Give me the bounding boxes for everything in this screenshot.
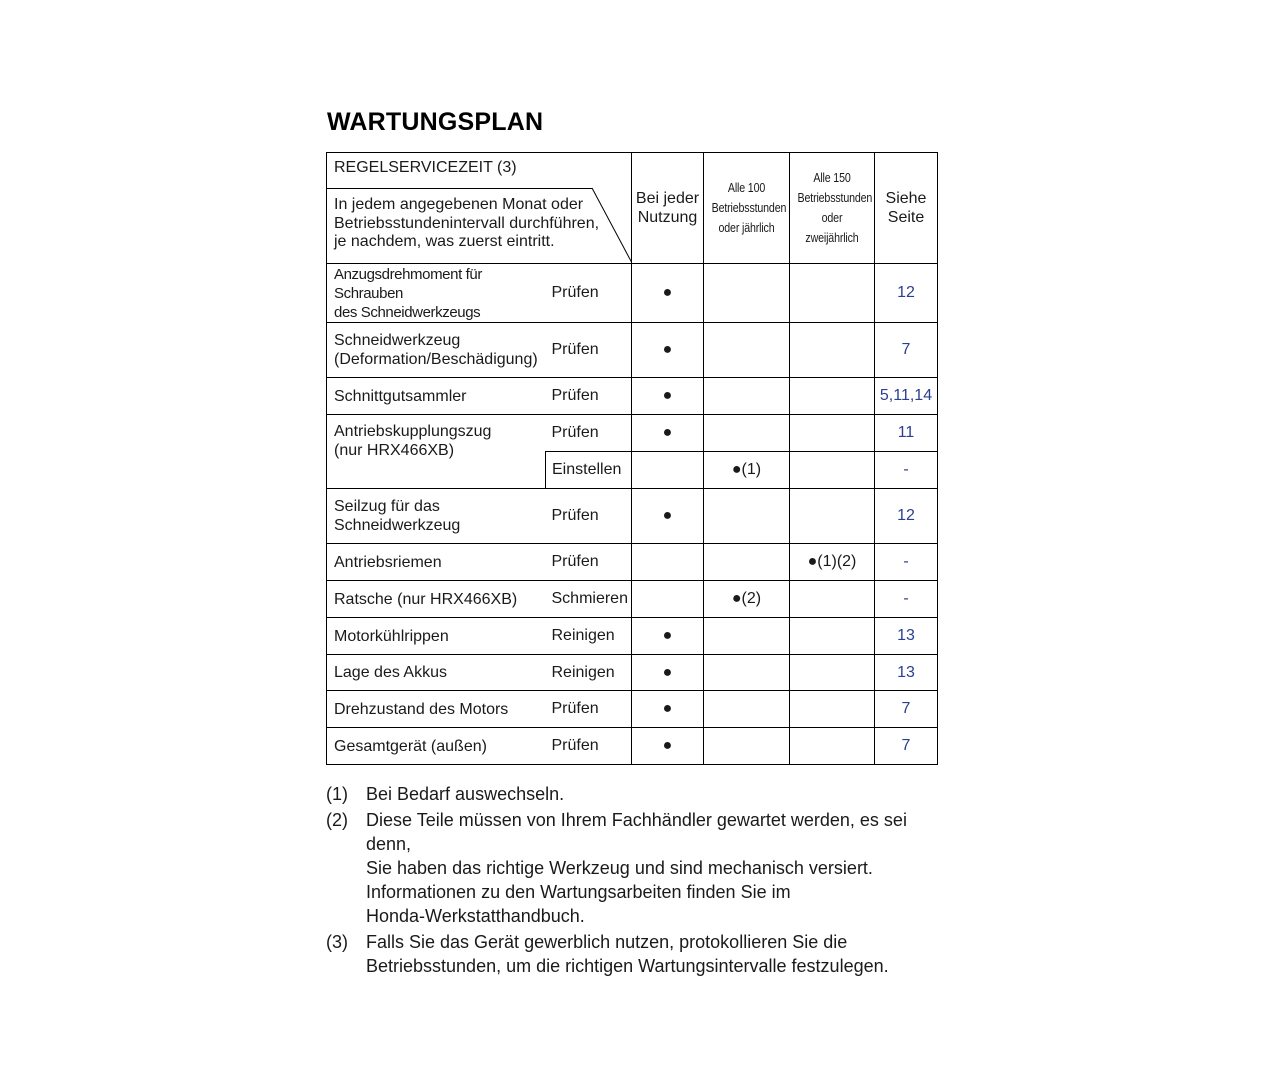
page-ref: -	[875, 544, 938, 581]
item-action: Prüfen	[546, 323, 632, 378]
footnote-number: (2)	[326, 810, 348, 830]
item-action: Reinigen	[546, 655, 632, 691]
item-name: Schneidwerkzeug (Deformation/Beschädigung)	[327, 323, 546, 378]
page-title: WARTUNGSPLAN	[327, 108, 544, 136]
item-name: Gesamtgerät (außen)	[327, 728, 546, 765]
header-corner-cell	[327, 153, 632, 264]
mark-150-hours	[790, 415, 875, 452]
page-ref: 12	[875, 264, 938, 323]
page-ref: 7	[875, 728, 938, 765]
table-row	[327, 323, 938, 378]
page-ref: 13	[875, 618, 938, 655]
header-150-hours: Alle 150 Betriebsstunden oder zweijährlich	[790, 153, 875, 264]
table-row	[327, 378, 938, 415]
item-action: Schmieren	[546, 581, 632, 618]
mark-100-hours: ●(2)	[704, 581, 790, 618]
mark-each-use: ●	[632, 728, 704, 765]
maintenance-table	[326, 152, 938, 765]
footnote-text: Diese Teile müssen von Ihrem Fachhändler gewartet werden, es sei denn, Sie haben das richtige Werkzeug und sind mechanisch versiert. Informationen zu den Wartungsarbeiten finden Sie im Honda-Werkstatthandbuch.	[366, 810, 907, 926]
table-row	[327, 544, 938, 581]
item-action: Prüfen	[546, 489, 632, 544]
table-header-row	[327, 153, 938, 264]
instruction-text: In jedem angegebenen Monat oder Betriebsstundenintervall durchführen, je nachdem, was zuerst eintritt.	[334, 196, 600, 250]
mark-100-hours: ●(1)	[704, 452, 790, 489]
mark-each-use: ●	[632, 618, 704, 655]
footnotes	[326, 782, 946, 980]
header-each-use: Bei jeder Nutzung	[632, 153, 704, 264]
mark-150-hours	[790, 323, 875, 378]
item-name: Drehzustand des Motors	[327, 691, 546, 728]
mark-150-hours	[790, 489, 875, 544]
page-ref: 7	[875, 691, 938, 728]
page-ref: 11	[875, 415, 938, 452]
page-ref: 5,11,14	[875, 378, 938, 415]
item-name: Ratsche (nur HRX466XB)	[327, 581, 546, 618]
mark-150-hours	[790, 728, 875, 765]
header-see-page: Siehe Seite	[875, 153, 938, 264]
mark-each-use	[632, 581, 704, 618]
mark-100-hours	[704, 691, 790, 728]
table-row	[327, 415, 938, 452]
page-ref: -	[875, 581, 938, 618]
table-row	[327, 655, 938, 691]
table-row	[327, 618, 938, 655]
mark-each-use: ●	[632, 691, 704, 728]
mark-150-hours	[790, 581, 875, 618]
mark-150-hours: ●(1)(2)	[790, 544, 875, 581]
header-100-hours: Alle 100 Betriebsstunden oder jährlich	[704, 153, 790, 264]
footnote	[326, 782, 946, 806]
mark-100-hours	[704, 728, 790, 765]
item-action: Prüfen	[546, 691, 632, 728]
item-name: Schnittgutsammler	[327, 378, 546, 415]
mark-100-hours	[704, 264, 790, 323]
page-ref: -	[875, 452, 938, 489]
mark-each-use	[632, 452, 704, 489]
mark-150-hours	[790, 691, 875, 728]
mark-100-hours	[704, 378, 790, 415]
item-name: Anzugsdrehmoment für Schrauben des Schneidwerkzeugs	[327, 264, 546, 323]
mark-100-hours	[704, 618, 790, 655]
footnote	[326, 930, 946, 978]
footnote-text: Bei Bedarf auswechseln.	[366, 784, 565, 804]
item-action: Reinigen	[546, 618, 632, 655]
item-action: Prüfen	[546, 415, 632, 452]
mark-each-use	[632, 544, 704, 581]
mark-150-hours	[790, 618, 875, 655]
mark-each-use: ●	[632, 489, 704, 544]
page-ref: 7	[875, 323, 938, 378]
item-name: Lage des Akkus	[327, 655, 546, 691]
mark-each-use: ●	[632, 323, 704, 378]
footnote-number: (1)	[326, 784, 348, 804]
mark-100-hours	[704, 323, 790, 378]
mark-150-hours	[790, 264, 875, 323]
item-action: Prüfen	[546, 378, 632, 415]
item-name: Seilzug für das Schneidwerkzeug	[327, 489, 546, 544]
mark-100-hours	[704, 489, 790, 544]
mark-each-use: ●	[632, 415, 704, 452]
mark-100-hours	[704, 655, 790, 691]
page-ref: 13	[875, 655, 938, 691]
item-name: Motorkühlrippen	[327, 618, 546, 655]
mark-150-hours	[790, 655, 875, 691]
item-action: Einstellen	[546, 452, 632, 489]
mark-100-hours	[704, 415, 790, 452]
mark-100-hours	[704, 544, 790, 581]
footnote-number: (3)	[326, 932, 348, 952]
mark-150-hours	[790, 452, 875, 489]
footnote-text: Falls Sie das Gerät gewerblich nutzen, protokollieren Sie die Betriebsstunden, um die richtigen Wartungsintervalle festzulegen.	[366, 932, 889, 976]
item-name: Antriebskupplungszug (nur HRX466XB)	[327, 415, 546, 489]
item-name: Antriebsriemen	[327, 544, 546, 581]
item-action: Prüfen	[546, 264, 632, 323]
mark-each-use: ●	[632, 655, 704, 691]
item-action: Prüfen	[546, 544, 632, 581]
table-row	[327, 264, 938, 323]
interval-label: REGELSERVICEZEIT (3)	[334, 159, 517, 176]
page-ref: 12	[875, 489, 938, 544]
mark-150-hours	[790, 378, 875, 415]
table-row	[327, 728, 938, 765]
mark-each-use: ●	[632, 264, 704, 323]
item-action: Prüfen	[546, 728, 632, 765]
table-row	[327, 581, 938, 618]
table-row	[327, 691, 938, 728]
mark-each-use: ●	[632, 378, 704, 415]
footnote	[326, 808, 946, 928]
table-row	[327, 489, 938, 544]
